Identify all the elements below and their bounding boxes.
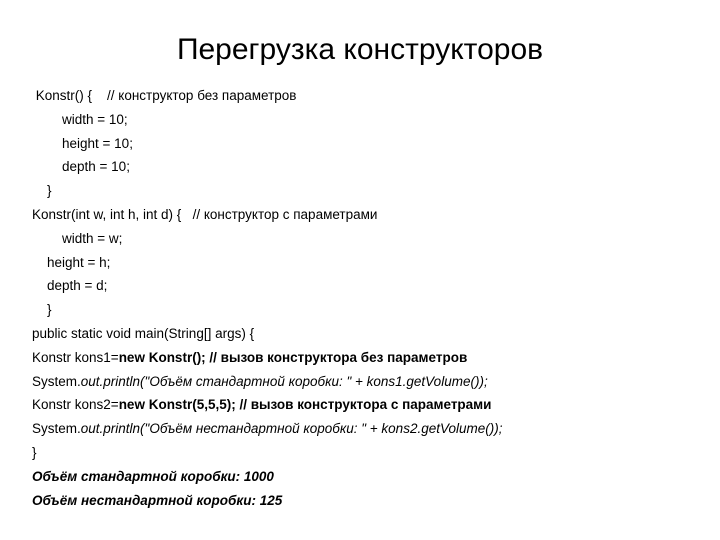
code-line (32, 203, 702, 227)
code-text: width = w; (32, 230, 123, 246)
code-text: System. (32, 373, 81, 389)
code-line (32, 417, 702, 441)
code-text: Konstr kons1= (32, 349, 119, 365)
code-text: System. (32, 421, 81, 437)
code-text: height = 10; (32, 135, 133, 151)
code-line (32, 274, 702, 298)
code-block (32, 84, 702, 512)
code-line (32, 227, 702, 251)
code-text-bold: new Konstr(5,5,5); // вызов конструктора с параметрами (118, 397, 492, 413)
code-line (32, 298, 702, 322)
code-line (32, 322, 702, 346)
output-line (32, 465, 702, 489)
code-text: Konstr(int w, int h, int d) { // конструктор с параметрами (32, 206, 378, 222)
code-text: depth = d; (32, 278, 108, 294)
code-line (32, 346, 702, 370)
code-text: Konstr() { // конструктор без параметров (32, 88, 297, 103)
code-line (32, 155, 702, 179)
code-text: public static void main(String[] args) { (32, 325, 255, 341)
code-text: depth = 10; (32, 159, 130, 175)
output-text: Объём стандартной коробки: 1000 (32, 468, 274, 484)
code-text: width = 10; (32, 111, 128, 127)
code-text-italic: out.println("Объём стандартной коробки: " + kons1.getVolume()); (80, 373, 488, 389)
slide-title: Перегрузка конструкторов (176, 33, 544, 66)
code-text-italic: out.println("Объём нестандартной коробки: " + kons2.getVolume()); (80, 421, 503, 437)
code-text: } (32, 302, 52, 318)
code-text: } (32, 444, 37, 460)
code-line (32, 132, 702, 156)
code-text: Konstr kons2= (32, 397, 119, 413)
code-text: height = h; (32, 254, 111, 270)
code-text-bold: new Konstr(); // вызов конструктора без параметров (118, 349, 468, 365)
code-text: } (32, 183, 52, 199)
code-line (32, 370, 702, 394)
code-line (32, 251, 702, 275)
output-line (32, 489, 702, 513)
code-line (32, 84, 702, 108)
code-line (32, 108, 702, 132)
code-line (32, 441, 702, 465)
code-line (32, 393, 702, 417)
code-line (32, 179, 702, 203)
output-text: Объём нестандартной коробки: 125 (32, 492, 283, 508)
